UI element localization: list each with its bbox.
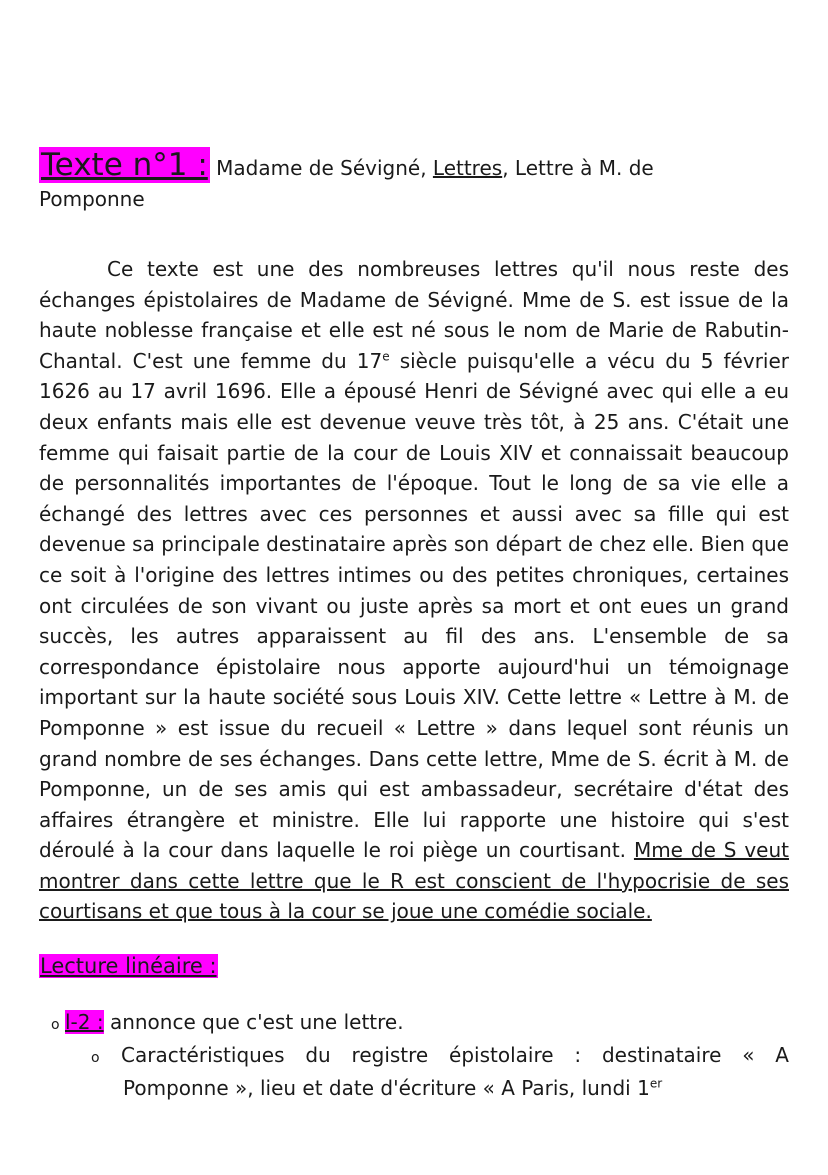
letter-title: , Lettre à M. de [502, 156, 654, 180]
sub-list-item-text: Caractéristiques du registre épistolaire : destinataire « A Pomponne », lieu et date d'écriture « A Paris, lundi 1 [121, 1043, 789, 1101]
bullet-icon: o [51, 1017, 60, 1034]
list-item [39, 1007, 789, 1040]
analysis-list [39, 1007, 789, 1103]
work-title: Lettres [432, 156, 503, 180]
thesis-statement: Mme de S veut montrer dans cette lettre que le R est conscient de l'hypocrisie de ses courtisans et que tous à la cour se joue une comédie sociale. [39, 838, 790, 924]
text-number-label: Texte n°1 : [41, 147, 208, 183]
intro-text-part2: siècle puisqu'elle a vécu du 5 février 1626 au 17 avril 1696. Elle a épousé Henri de Sévigné avec qui elle a eu deux enfants mais elle est devenue veuve très tôt, à 25 ans. C'était une femme qui faisait partie de la cour de Louis XIV et connaissait beaucoup de personnalités importantes de l'époque. Tout le long de sa vie elle a échangé des lettres avec ces personnes et aussi avec sa fille qui est devenue sa principale destinataire après son départ de chez elle. Bien que ce soit à l'origine des lettres intimes ou des petites chroniques, certaines ont circulées de son vivant ou juste après sa mort et ont eues un grand succès, les autres apparaissent au fil des ans. L'ensemble de sa correspondance épistolaire nous apporte aujourd'hui un témoignage important sur la haute société sous Louis XIV. Cette lettre « Lettre à M. de Pomponne » est issue du recueil « Lettre » dans lequel sont réunis un grand nombre de ses échanges. Dans cette lettre, Mme de S. écrit à M. de Pomponne, un de ses amis qui est ambassadeur, secrétaire d'état des affaires étrangère et ministre. Elle lui rapporte une histoire qui s'est déroulé à la cour dans laquelle le roi piège un courtisant. [39, 348, 790, 863]
ordinal-superscript: er [649, 1076, 663, 1091]
bullet-icon: o [91, 1050, 100, 1067]
text-heading [39, 146, 789, 214]
introduction-paragraph [39, 254, 789, 927]
list-item-text: annonce que c'est une lettre. [103, 1010, 404, 1035]
intro-text-part1: Ce texte est une des nombreuses lettres qu'il nous reste des échanges épistolaires de Madame de Sévigné. Mme de S. est issue de la haute noblesse française et elle est né sous le nom de Marie de Rabutin-Chantal. C'est une femme du 17 [39, 257, 789, 373]
heading-continuation: Pomponne [39, 187, 145, 211]
line-reference: l-2 : [65, 1010, 104, 1035]
century-superscript: e [382, 349, 390, 364]
sub-list-item [91, 1040, 789, 1103]
author-name: Madame de Sévigné, [216, 156, 427, 180]
reading-section-title: Lecture linéaire : [40, 954, 217, 979]
reading-section-heading [39, 951, 789, 981]
document-page [39, 146, 789, 1103]
